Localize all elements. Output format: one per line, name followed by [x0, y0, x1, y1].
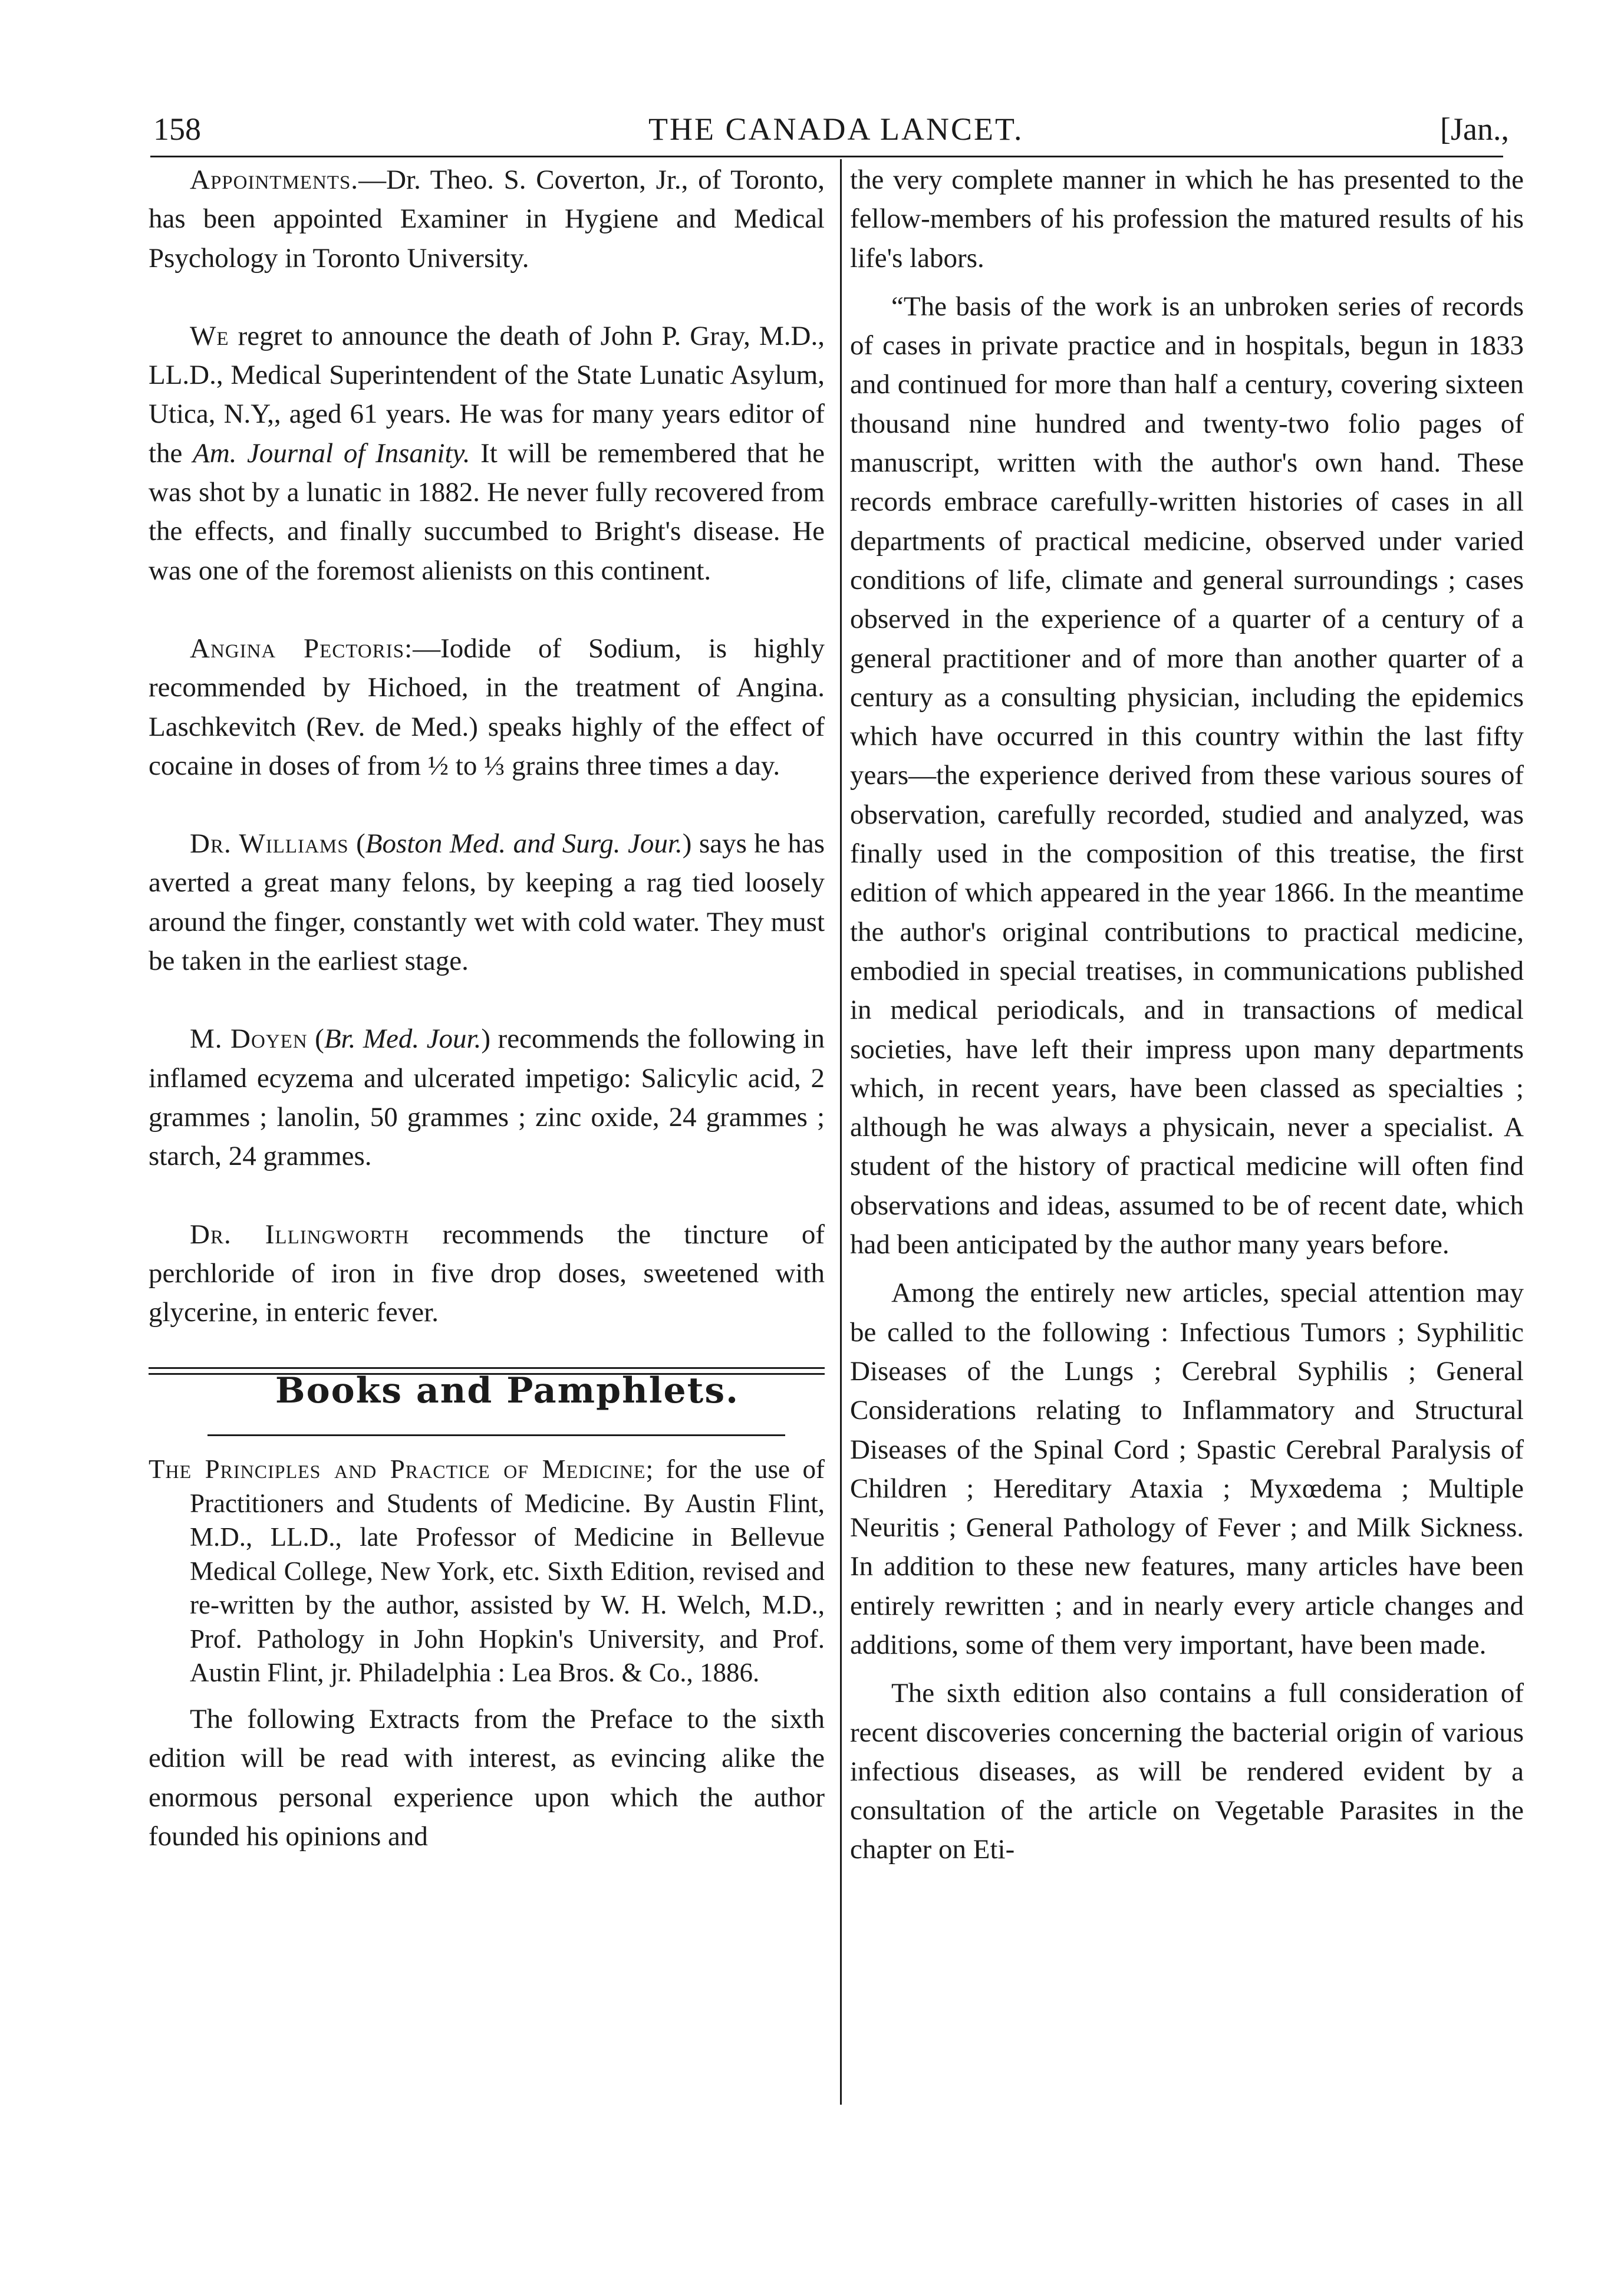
- doyen-paragraph: M. Doyen (Br. Med. Jour.) recommends the following in inflamed ecyzema and ulcerated impetigo: Salicylic acid, 2 grammes ; lanolin, 50 grammes ; zinc oxide, 24 grammes ; starch, 24 grammes.: [149, 1023, 825, 1172]
- obituary-text-after: It will be remembered that he was shot by a lunatic in 1882. He never fully recovered from the effects, and finally succumbed to Bright's disease. He was one of the foremost alienists on this continent.: [149, 437, 825, 586]
- obituary-paragraph: [149, 317, 825, 590]
- illingworth-lead: Dr. Illingworth: [190, 1219, 410, 1250]
- sixth-edition-paragraph: The sixth edition also contains a full consideration of recent discoveries concerning the bacterial origin of various infectious diseases, as will be rendered evident by a consultation of the article on Vegetable Parasites in the chapter on Eti-: [850, 1678, 1524, 1865]
- book-entry: [149, 1453, 825, 1690]
- doyen-lead: M. Doyen: [190, 1023, 308, 1055]
- doyen-text: recommends the following in inflamed ecyzema and ulcerated impetigo: Salicylic acid, 2 grammes ; lanolin, 50 grammes ; zinc oxide, 24 grammes ; starch, 24 grammes.: [149, 1023, 825, 1172]
- review-intro-paragraph: The following Extracts from the Preface to the sixth edition will be read with interest, as evincing alike the enormous personal experience upon which the author founded his opinions and: [149, 1703, 825, 1852]
- double-rule: [149, 1367, 825, 1375]
- page-number: 158: [153, 111, 201, 147]
- right-column: [850, 160, 1524, 1869]
- illingworth-text: recommends the tincture of perchloride of iron in five drop doses, sweetened with glycerine, in enteric fever.: [149, 1219, 825, 1328]
- illingworth-paragraph: [149, 1215, 825, 1332]
- preface-quote-paragraph: “The basis of the work is an unbroken series of records of cases in private practice and in hospitals, begun in 1833 and continued for more than half a century, covering sixteen thousand nine hundred and twenty-two folio pages of manuscript, written with the author's own hand. These records embrace carefully-written histories of cases in all departments of practical medicine, observed under varied conditions of life, climate and general surroundings ; cases observed in the experience of a quarter of a century of a general practitioner and of more than another quarter of a century as a consulting physician, including the epidemics which have occurred in this country within the last fifty years—the experience derived from these various soures of observation, carefully recorded, studied and analyzed, was finally used in the composition of this treatise, the first edition of which appeared in the year 1866. In the meantime the author's original contributions to practical medicine, embodied in special treatises, in communications published in medical periodicals, and in transactions of medical societies, have left their impress upon many departments which, in recent years, have been classed as specialties ; although he was always a physicain, never a specialist. A student of the history of practical medicine will often find observations and ideas, assumed to be of recent date, which had been anticipated by the author many years before.: [850, 291, 1524, 1260]
- williams-source: Boston Med. and Surg. Jour.: [365, 828, 683, 860]
- left-column: [149, 160, 825, 1856]
- obituary-lead: We: [190, 320, 229, 351]
- angina-paragraph: [149, 629, 825, 785]
- appointments-lead: Appointments.: [190, 164, 359, 195]
- book-title: The Principles and Practice of Medicine: [149, 1454, 646, 1484]
- appointments-paragraph: [149, 160, 825, 278]
- column-divider: [840, 159, 842, 2105]
- journal-title: THE CANADA LANCET.: [648, 111, 1024, 147]
- header-rule: [150, 156, 1503, 157]
- obituary-text-before: regret to announce the death of John P. Gray, M.D., LL.D., Medical Superintendent of the State Lunatic Asylum, Utica, N.Y,, aged 61 years. He was for many years editor of the: [149, 320, 825, 469]
- obituary-journal: Am. Journal of Insanity.: [193, 437, 470, 469]
- review-continuation: the very complete manner in which he has presented to the fellow-members of his profession the matured results of his life's labors.: [850, 164, 1524, 274]
- running-head: [153, 111, 1509, 152]
- williams-text: says he has averted a great many felons, by keeping a rag tied loosely around the finger, constantly wet with cold water. They must be taken in the earliest stage.: [149, 828, 825, 977]
- williams-paragraph: Dr. Williams (Boston Med. and Surg. Jour.) says he has averted a great many felons, by keeping a rag tied loosely around the finger, constantly wet with cold water. They must be taken in the earliest stage.: [149, 828, 825, 977]
- new-articles-paragraph: Among the entirely new articles, special attention may be called to the following : Infectious Tumors ; Syphilitic Diseases of the Lungs ; Cerebral Syphilis ; General Considerations relating to Inflammatory and Structural Diseases of the Spinal Cord ; Spastic Cerebral Paralysis of Children ; Hereditary Ataxia ; Myxœdema ; Multiple Neuritis ; General Pathology of Fever ; and Milk Sickness. In addition to these new features, many articles have been entirely rewritten ; and in nearly every article changes and additions, some of them very important, have been made.: [850, 1278, 1524, 1660]
- doyen-source: Br. Med. Jour.: [324, 1023, 482, 1055]
- book-details: ; for the use of Practitioners and Students of Medicine. By Austin Flint, M.D., LL.D., late Professor of Medicine in Bellevue Medical College, New York, etc. Sixth Edition, revised and re-written by the author, assisted by W. H. Welch, M.D., Prof. Pathology in John Hopkin's University, and Prof. Austin Flint, jr. Philadelphia : Lea Bros. & Co., 1886.: [190, 1454, 825, 1688]
- section-title-books: Books and Pamphlets.: [275, 1370, 740, 1412]
- section-title-rule: [207, 1434, 785, 1436]
- angina-lead: Angina Pectoris:: [190, 633, 413, 664]
- issue-month: [Jan.,: [1440, 111, 1509, 147]
- angina-text: —Iodide of Sodium, is highly recommended by Hichoed, in the treatment of Angina. Laschkevitch (Rev. de Med.) speaks highly of the effect of cocaine in doses of from ½ to ⅓ grains three times a day.: [149, 633, 825, 781]
- williams-lead: Dr. Williams: [190, 828, 349, 860]
- appointments-text: —Dr. Theo. S. Coverton, Jr., of Toronto, has been appointed Examiner in Hygiene and Medical Psychology in Toronto University.: [149, 164, 825, 274]
